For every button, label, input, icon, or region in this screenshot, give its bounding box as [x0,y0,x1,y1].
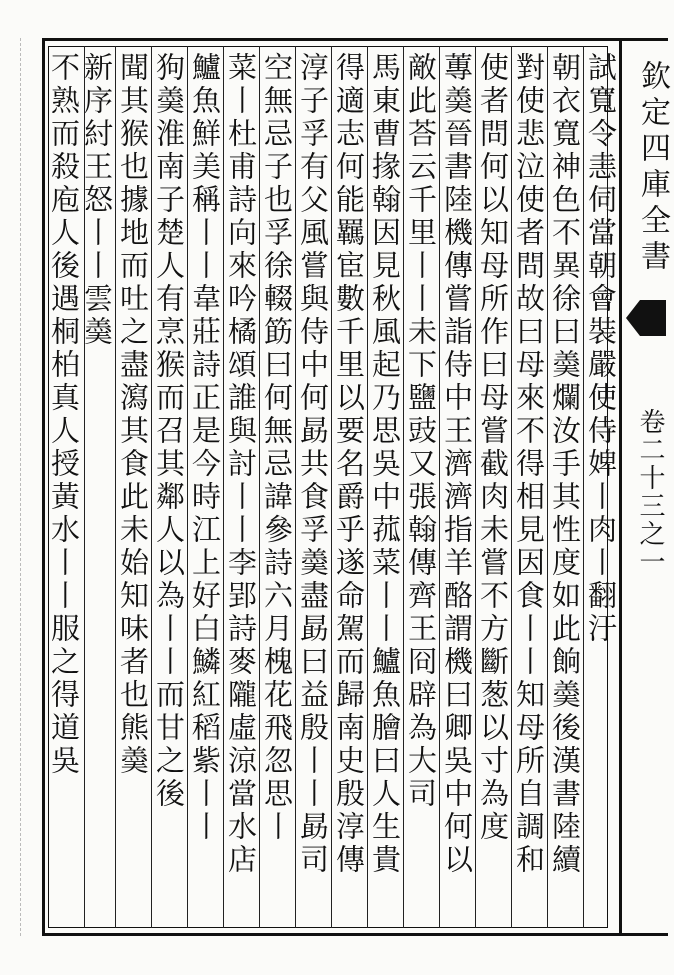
text-column: 得適志何能羈宦數千里以要名爵乎遂命駕而歸南史殷淳傳 [332,52,366,877]
text-column: 敵此荅云千里丨丨未下鹽豉又張翰傳齊王冏辟為大司 [404,52,438,811]
text-column: 菜丨杜甫詩向來吟橘頌誰與討丨丨李郢詩麥隴虛涼當水店 [224,52,258,877]
scan-edge-line [20,38,21,936]
text-column: 使者問何以知母所作曰母嘗截肉未嘗不方斷葱以寸為度 [476,52,510,844]
book-title: 欽定四庫全書 [635,60,670,276]
text-column: 聞其猴也據地而吐之盡瀉其食此未始知味者也熊羮 [116,52,150,778]
text-column: 蓴羮晉書陸機傳嘗詣侍中王濟濟指羊酪謂機曰卿吳中何以 [440,52,474,877]
text-column: 新序紂王怒丨丨雲羮 [80,52,114,349]
volume-label: 卷二十三之一 [635,408,665,576]
text-column: 空無忌子也孚徐輟筯曰何無忌諱參詩六月槐花飛忽思丨 [260,52,294,844]
text-column: 馬東曹掾翰因見秋風起乃思吳中菰菜丨丨鱸魚膾曰人生貴 [368,52,402,877]
text-column: 對使悲泣使者問故曰母來不得相見因食丨丨知母所自調和 [512,52,546,877]
text-column: 不熟而殺庖人後遇桐柏真人授黃水丨丨服之得道吳 [47,52,81,778]
text-column: 淳子孚有父風嘗與侍中何勗共食孚羮盡勗曰益殷丨丨勗司 [296,52,330,877]
text-column: 試寬令恚伺當朝會裝嚴使侍婢丨肉丨翻汙 [584,52,618,646]
text-column: 狗羮淮南子楚人有烹猴而召其鄰人以為丨丨而甘之後 [152,52,186,811]
text-column: 朝衣寬神色不異徐曰羮爛汝手其性度如此餉羮後漢書陸續 [548,52,582,877]
text-column: 鱸魚鮮美稱丨丨韋莊詩正是今時江上好白鱗紅稻紫丨丨 [188,52,222,844]
